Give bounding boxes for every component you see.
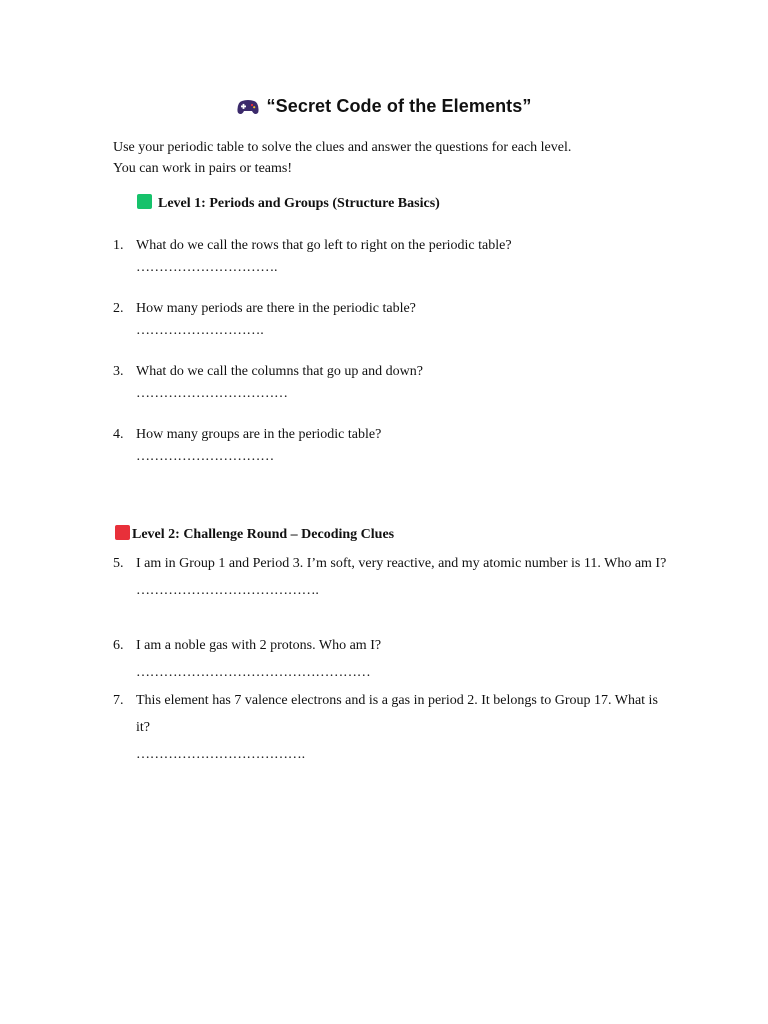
game-controller-icon (237, 99, 259, 120)
question-text: This element has 7 valence electrons and is a gas in period 2. It belongs to Group 17. What is it? (136, 693, 658, 735)
question-text: How many groups are in the periodic table? (136, 427, 382, 442)
level-2-heading-text: Level 2: Challenge Round – Decoding Clues (132, 527, 395, 542)
question-text: I am in Group 1 and Period 3. I’m soft, very reactive, and my atomic number is 11. Who am I? (136, 556, 667, 571)
question-number: 5. (113, 556, 124, 571)
question-number: 1. (113, 238, 124, 253)
red-square-icon (115, 525, 130, 540)
answer-blank[interactable]: …………………………. (136, 260, 278, 275)
answer-blank[interactable]: …………………………… (136, 386, 288, 401)
question-4 (113, 424, 673, 468)
question-6 (113, 632, 673, 686)
level-1-heading-text: Level 1: Periods and Groups (Structure Basics) (158, 196, 440, 211)
answer-blank[interactable]: ………………………………. (136, 747, 305, 762)
question-3 (113, 361, 673, 405)
question-5 (113, 550, 673, 604)
question-1 (113, 235, 673, 279)
level-2-heading (115, 525, 394, 545)
question-text: I am a noble gas with 2 protons. Who am I? (136, 638, 382, 653)
question-2 (113, 298, 673, 342)
green-square-icon (137, 194, 152, 209)
question-number: 7. (113, 693, 124, 708)
worksheet-title (0, 96, 768, 120)
question-number: 3. (113, 364, 124, 379)
answer-blank[interactable]: …………………………………………… (136, 665, 371, 680)
answer-blank[interactable]: ………………………. (136, 323, 264, 338)
level-1-heading (137, 194, 440, 214)
question-7 (113, 687, 673, 768)
intro-line-2: You can work in pairs or teams! (113, 161, 292, 176)
answer-blank[interactable]: …………………………………. (136, 583, 319, 598)
question-number: 6. (113, 638, 124, 653)
question-text: What do we call the rows that go left to right on the periodic table? (136, 238, 512, 253)
question-number: 2. (113, 301, 124, 316)
question-text: What do we call the columns that go up and down? (136, 364, 423, 379)
intro-paragraph (113, 137, 673, 179)
question-number: 4. (113, 427, 124, 442)
question-text: How many periods are there in the periodic table? (136, 301, 416, 316)
intro-line-1: Use your periodic table to solve the clues and answer the questions for each level. (113, 140, 572, 155)
answer-blank[interactable]: ………………………… (136, 449, 275, 464)
title-text: “Secret Code of the Elements” (266, 96, 532, 116)
